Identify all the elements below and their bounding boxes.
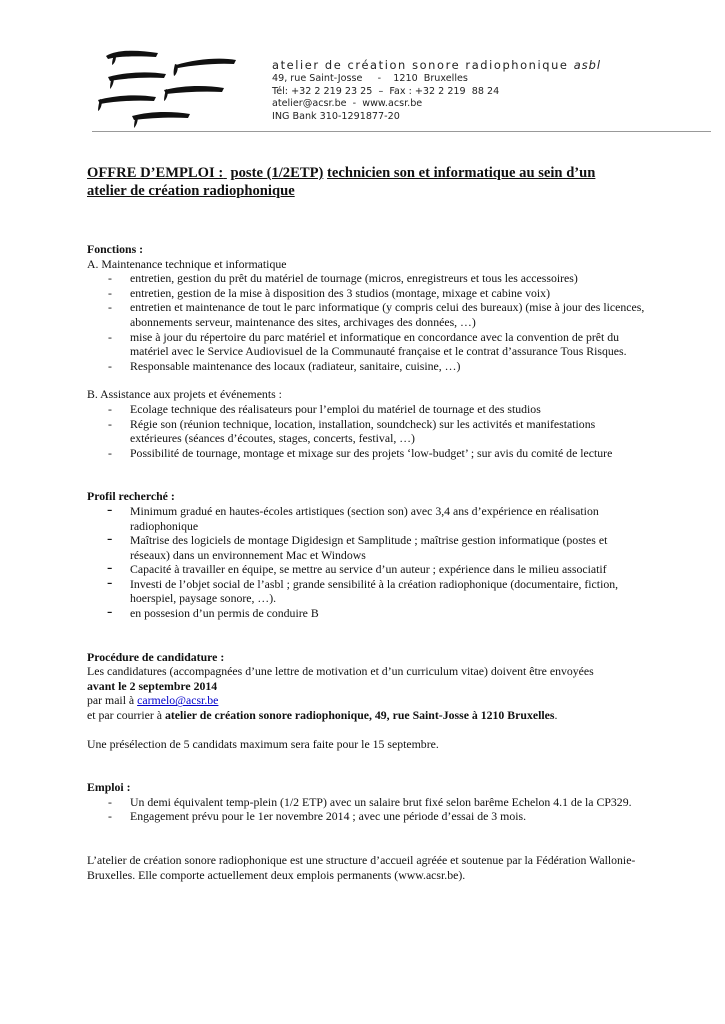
procedure-deadline: avant le 2 septembre 2014 <box>87 678 218 693</box>
page-title <box>87 164 647 200</box>
email-link[interactable]: carmelo@acsr.be <box>137 693 219 708</box>
list-item: - Ecolage technique des réalisateurs pour l’emploi du matériel de tournage et des studios <box>130 402 647 417</box>
profil-list <box>87 504 647 621</box>
procedure-post-line <box>87 708 647 723</box>
list-item: - Un demi équivalent temp-plein (1/2 ETP) avec un salaire brut fixé selon barême Echelon 4.1 de la CP329. <box>130 795 647 810</box>
list-item: - entretien et maintenance de tout le parc informatique (y compris celui des bureaux) (mise à jour des licences, abonnements serveur, maintenance des sites, archivages des données, …) <box>130 300 647 329</box>
title-rest-1: technicien son et informatique au sein d’un <box>327 165 596 181</box>
list-item: - Régie son (réunion technique, location, installation, soundcheck) sur les activités et manifestations extérieures (séances d’écoutes, stages, concerts, festival, …) <box>130 417 647 446</box>
preselection-note: Une présélection de 5 candidats maximum sera faite pour le 15 septembre. <box>87 736 439 751</box>
list-item: - entretien, gestion de la mise à disposition des 3 studios (montage, mixage et cabine voix) <box>130 286 647 301</box>
post-prefix: et par courrier à <box>87 708 165 723</box>
list-item: - entretien, gestion du prêt du matériel de tournage (micros, enregistreurs et tous les accessoires) <box>130 271 647 286</box>
section-emploi <box>87 780 647 824</box>
procedure-heading: Procédure de candidature : <box>87 649 225 664</box>
list-item: - en possesion d’un permis de conduire B <box>130 606 647 621</box>
fonctions-b-heading: B. Assistance aux projets et événements : <box>87 387 282 402</box>
list-item: - Maîtrise des logiciels de montage Digidesign et Samplitude ; maîtrise gestion informatique (postes et réseaux) dans un environnement Mac et Windows <box>130 533 647 562</box>
fonctions-a-list <box>87 271 647 373</box>
procedure-mail-line <box>87 693 647 708</box>
fonctions-b-list <box>87 402 647 460</box>
list-item: - Investi de l’objet social de l’asbl ; grande sensibilité à la création radiophonique (documentaire, fiction, hoerspiel, paysage sonore, …). <box>130 577 647 606</box>
phone-line: Tél: +32 2 219 23 25 – Fax : +32 2 219 88 24 <box>272 85 500 97</box>
job-offer-document <box>87 164 647 882</box>
org-name <box>272 58 601 72</box>
section-procedure <box>87 650 647 752</box>
address-line: 49, rue Saint-Josse - 1210 Bruxelles <box>272 73 468 84</box>
fonctions-a-heading: A. Maintenance technique et informatique <box>87 256 287 271</box>
list-item: - mise à jour du répertoire du parc matériel et informatique en concordance avec la convention de prêt du matériel avec le Service Audiovisuel de la Communauté française et le contrat d’assurance Tous Risques. <box>130 330 647 359</box>
org-name-text: atelier de création sonore radiophonique <box>272 58 569 72</box>
bank-line: ING Bank 310-1291877-20 <box>272 110 400 122</box>
emploi-list <box>87 795 647 824</box>
emploi-heading: Emploi : <box>87 780 131 795</box>
mail-prefix: par mail à <box>87 693 138 708</box>
list-item: - Minimum gradué en hautes-écoles artistiques (section son) avec 3,4 ans d’expérience en réalisation radiophonique <box>130 504 647 533</box>
title-post: poste (1/2ETP) <box>230 165 324 181</box>
profil-heading: Profil recherché : <box>87 489 175 504</box>
section-profil <box>87 489 647 620</box>
closing-paragraph: L’atelier de création sonore radiophonique est une structure d’accueil agréée et soutenue par la Fédération Wallonie-Bruxelles. Elle comporte actuellement deux emplois permanents (www.acsr.be). <box>87 853 636 882</box>
org-suffix: asbl <box>573 58 602 72</box>
contact-line: atelier@acsr.be - www.acsr.be <box>272 98 423 110</box>
title-prefix: OFFRE D’EMPLOI : <box>87 165 224 181</box>
procedure-line: Les candidatures (accompagnées d’une lettre de motivation et d’un curriculum vitae) doivent être envoyées <box>87 664 594 679</box>
list-item: - Capacité à travailler en équipe, se mettre au service d’un auteur ; expérience dans le milieu associatif <box>130 562 647 577</box>
list-item: - Possibilité de tournage, montage et mixage sur des projets ‘low-budget’ ; sur avis du comité de lecture <box>130 446 647 461</box>
acsr-logo <box>92 44 242 130</box>
list-item: - Responsable maintenance des locaux (radiateur, sanitaire, cuisine, …) <box>130 359 647 374</box>
fonctions-heading: Fonctions : <box>87 242 144 256</box>
post-address: atelier de création sonore radiophonique, 49, rue Saint-Josse à 1210 Bruxelles <box>164 708 555 723</box>
post-suffix: . <box>554 708 558 723</box>
list-item: - Engagement prévu pour le 1er novembre 2014 ; avec une période d’essai de 3 mois. <box>130 809 647 824</box>
title-rest-2: atelier de création radiophonique <box>87 183 295 199</box>
section-fonctions <box>87 242 647 460</box>
header-divider <box>92 131 711 132</box>
letterhead <box>272 58 601 123</box>
